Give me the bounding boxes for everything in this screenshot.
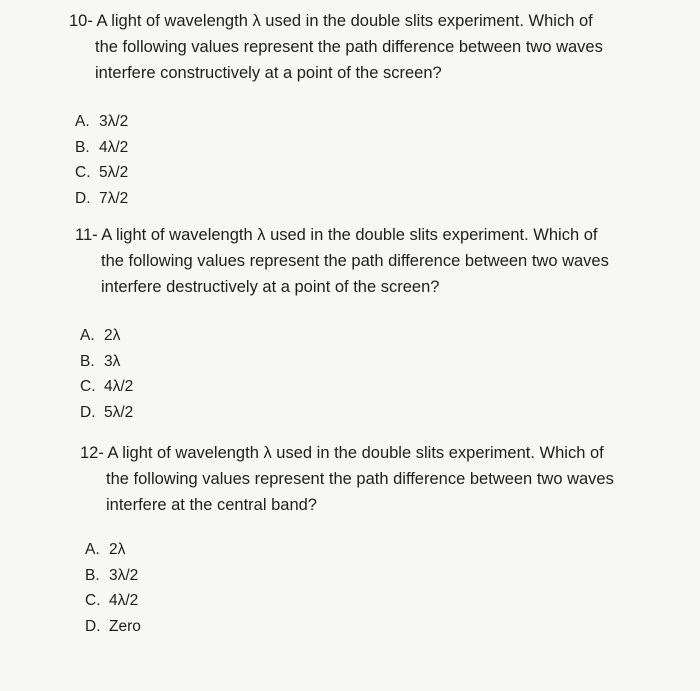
question-line: 11- A light of wavelength λ used in the double slits experiment. Which of bbox=[75, 226, 598, 244]
question-line: 10- A light of wavelength λ used in the double slits experiment. Which of bbox=[69, 12, 593, 30]
question-11 bbox=[75, 222, 609, 300]
option-c bbox=[80, 374, 133, 400]
option-text: 4λ/2 bbox=[104, 378, 134, 395]
question-line: 12- A light of wavelength λ used in the double slits experiment. Which of bbox=[80, 444, 604, 462]
option-letter: B. bbox=[75, 138, 90, 156]
question-line: the following values represent the path difference between two waves bbox=[95, 38, 603, 56]
question-12 bbox=[80, 440, 614, 518]
option-letter: C. bbox=[80, 378, 96, 395]
option-text: 3λ/2 bbox=[109, 566, 139, 584]
option-text: Zero bbox=[109, 617, 141, 635]
option-d bbox=[85, 614, 141, 640]
option-a bbox=[75, 109, 128, 135]
question-line: interfere destructively at a point of the screen? bbox=[101, 278, 440, 296]
question-line: interfere constructively at a point of the screen? bbox=[95, 64, 442, 82]
option-letter: C. bbox=[75, 164, 91, 181]
option-letter: D. bbox=[85, 617, 101, 635]
question-line: the following values represent the path difference between two waves bbox=[106, 470, 614, 488]
option-letter: D. bbox=[75, 189, 91, 207]
option-a bbox=[80, 323, 133, 349]
question-10-options bbox=[75, 109, 128, 211]
option-text: 3λ/2 bbox=[99, 113, 129, 130]
question-12-options bbox=[85, 537, 141, 639]
option-letter: D. bbox=[80, 403, 96, 421]
option-letter: A. bbox=[85, 541, 100, 558]
option-b bbox=[75, 135, 128, 161]
option-letter: B. bbox=[80, 352, 95, 370]
question-10-text bbox=[69, 8, 603, 86]
option-text: 3λ bbox=[104, 352, 121, 370]
question-11-text bbox=[75, 222, 609, 300]
question-line: the following values represent the path difference between two waves bbox=[101, 252, 609, 270]
question-line: interfere at the central band? bbox=[106, 496, 317, 514]
option-letter: B. bbox=[85, 566, 100, 584]
option-text: 2λ bbox=[109, 541, 126, 558]
option-text: 5λ/2 bbox=[104, 403, 134, 421]
option-d bbox=[80, 400, 133, 426]
option-c bbox=[75, 160, 128, 186]
option-a bbox=[85, 537, 141, 563]
option-text: 7λ/2 bbox=[99, 189, 129, 207]
option-text: 4λ/2 bbox=[109, 592, 139, 609]
option-b bbox=[80, 349, 133, 375]
option-d bbox=[75, 186, 128, 212]
option-text: 5λ/2 bbox=[99, 164, 129, 181]
option-text: 2λ bbox=[104, 327, 121, 344]
option-c bbox=[85, 588, 141, 614]
option-letter: C. bbox=[85, 592, 101, 609]
option-text: 4λ/2 bbox=[99, 138, 129, 156]
question-12-text bbox=[80, 440, 614, 518]
option-b bbox=[85, 563, 141, 589]
question-11-options bbox=[80, 323, 133, 425]
option-letter: A. bbox=[80, 327, 95, 344]
question-10 bbox=[69, 8, 603, 86]
option-letter: A. bbox=[75, 113, 90, 130]
